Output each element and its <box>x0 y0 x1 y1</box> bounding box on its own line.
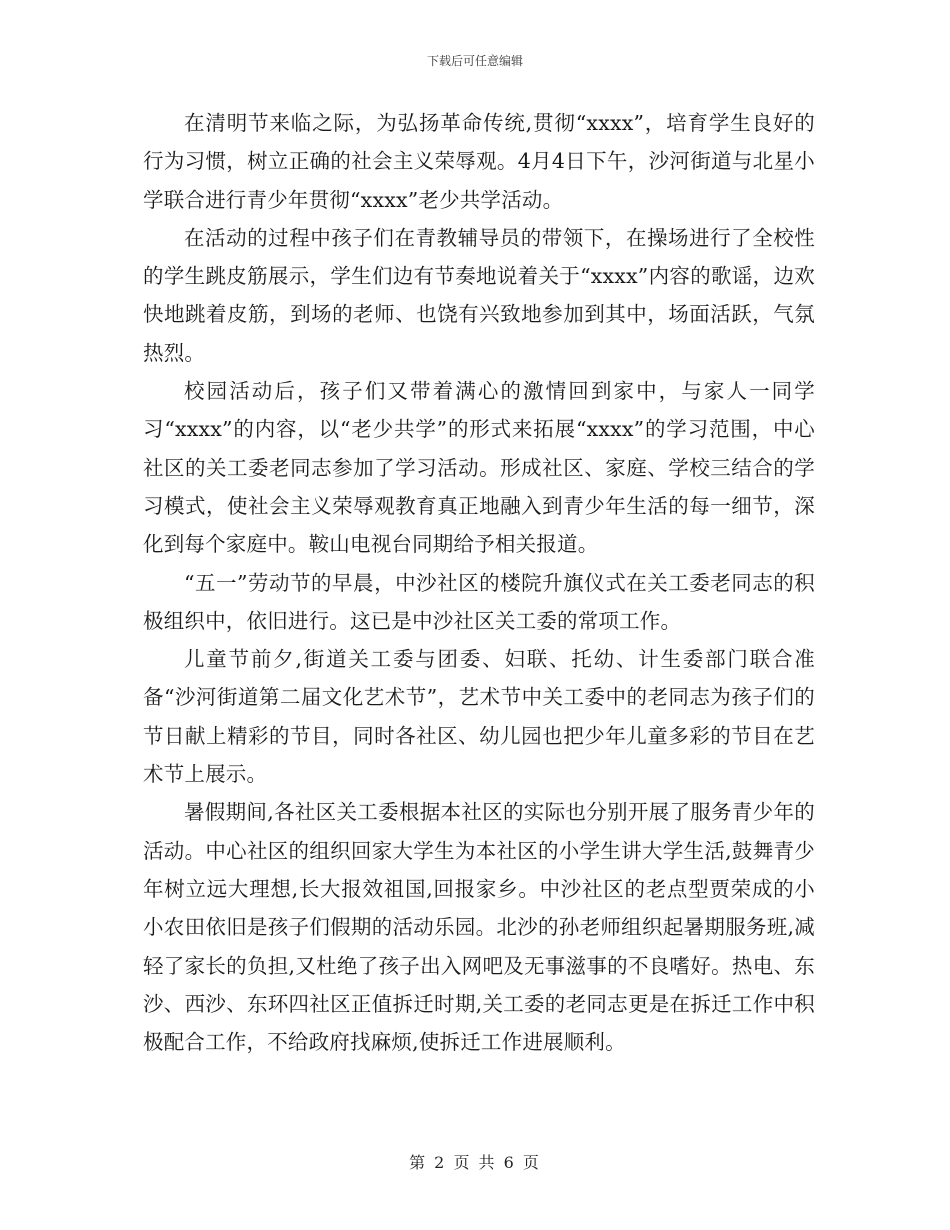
paragraph: 暑假期间,各社区关工委根据本社区的实际也分别开展了服务青少年的活动。中心社区的组织回家大学生为本社区的小学生讲大学生活,鼓舞青少年树立远大理想,长大报效祖国,回报家乡。中沙社区的老点型贾荣成的小小农田依旧是孩子们假期的活动乐园。北沙的孙老师组织起暑期服务班,减轻了家长的负担,又杜绝了孩子出入网吧及无事滋事的不良嗜好。热电、东沙、西沙、东环四社区正值拆迁时期,关工委的老同志更是在拆迁工作中积极配合工作，不给政府找麻烦,使拆迁工作进展顺利。 <box>143 800 815 1055</box>
paragraph: 儿童节前夕,街道关工委与团委、妇联、托幼、计生委部门联合准备“沙河街道第二届文化艺术节”，艺术节中关工委中的老同志为孩子们的节日献上精彩的节目，同时各社区、幼儿园也把少年儿童多彩的节目在艺术节上展示。 <box>143 647 815 787</box>
paragraph: “五一”劳动节的早晨，中沙社区的楼院升旗仪式在关工委老同志的积极组织中，依旧进行。这已是中沙社区关工委的常项工作。 <box>143 570 815 633</box>
paragraph: 在清明节来临之际，为弘扬革命传统,贯彻“xxxx”，培育学生良好的行为习惯，树立正确的社会主义荣辱观。4月4日下午，沙河街道与北星小学联合进行青少年贯彻“xxxx”老少共学活动。 <box>143 111 815 212</box>
paragraph: 在活动的过程中孩子们在青教辅导员的带领下，在操场进行了全校性的学生跳皮筋展示，学生们边有节奏地说着关于“xxxx”内容的歌谣，边欢快地跳着皮筋，到场的老师、也饶有兴致地参加到其中，场面活跃，气氛热烈。 <box>143 225 815 365</box>
page-number-footer: 第 2 页 共 6 页 <box>409 1153 541 1172</box>
paragraph: 校园活动后，孩子们又带着满心的激情回到家中，与家人一同学习“xxxx”的内容，以“老少共学”的形式来拓展“xxxx”的学习范围，中心社区的关工委老同志参加了学习活动。形成社区、家庭、学校三结合的学习模式，使社会主义荣辱观教育真正地融入到青少年生活的每一细节，深化到每个家庭中。鞍山电视台同期给予相关报道。 <box>143 379 815 557</box>
page-header: 下载后可任意编辑 <box>426 54 523 68</box>
document-body <box>143 104 815 1061</box>
